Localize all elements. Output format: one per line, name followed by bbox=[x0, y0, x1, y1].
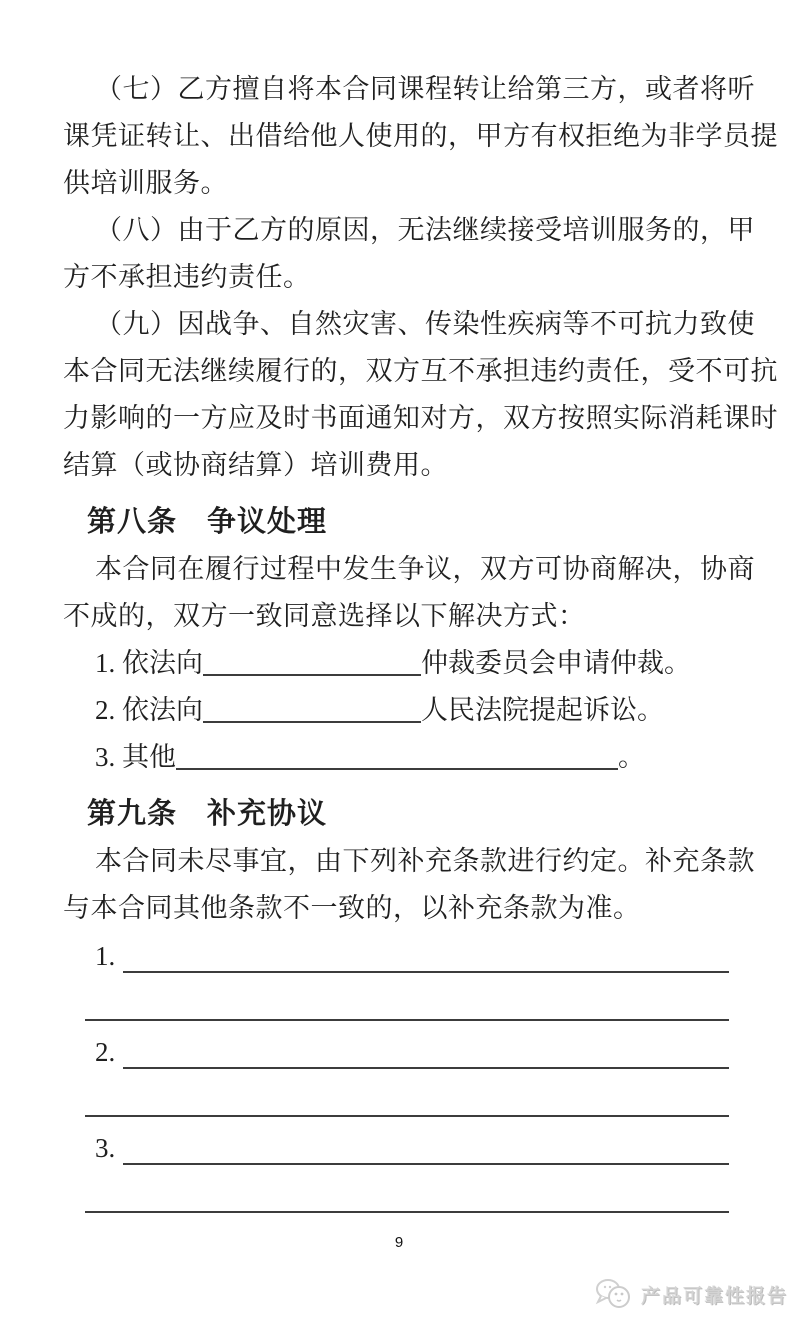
item-number: 1. bbox=[95, 941, 116, 971]
dispute-option-arbitration bbox=[63, 640, 735, 687]
option-prefix-text: 1. 依法向 bbox=[95, 648, 203, 678]
paragraph-line: （九）因战争、自然灾害、传染性疾病等不可抗力致使 bbox=[95, 309, 755, 339]
dispute-option-other bbox=[63, 734, 735, 781]
dispute-option-litigation bbox=[63, 687, 735, 734]
option-suffix-text: 人民法院提起诉讼。 bbox=[421, 695, 664, 725]
fill-in-blank bbox=[85, 1115, 729, 1117]
watermark-text: 产品可靠性报告 bbox=[640, 1285, 788, 1307]
paragraph-line: （七）乙方擅自将本合同课程转让给第三方，或者将听 bbox=[95, 74, 755, 104]
supplement-item-1 bbox=[63, 932, 735, 980]
clause-8-paragraph bbox=[63, 207, 755, 301]
supplement-item-2-continuation bbox=[63, 1076, 735, 1124]
fill-in-blank bbox=[203, 720, 421, 723]
page-number: 9 bbox=[394, 1234, 404, 1251]
paragraph-line: 方不承担违约责任。 bbox=[63, 262, 311, 292]
item-number: 3. bbox=[95, 1133, 116, 1163]
document-body bbox=[63, 66, 778, 1251]
supplement-item-3-continuation bbox=[63, 1172, 735, 1220]
dispute-paragraph bbox=[63, 546, 755, 640]
supplement-item-3 bbox=[63, 1124, 735, 1172]
paragraph-line: 本合同无法继续履行的，双方互不承担违约责任，受不可抗 bbox=[63, 356, 778, 386]
clause-7-paragraph bbox=[63, 66, 778, 207]
clause-9-paragraph bbox=[63, 301, 778, 489]
supplement-item-1-continuation bbox=[63, 980, 735, 1028]
option-suffix-text: 。 bbox=[618, 742, 645, 772]
article-8-heading: 第八条 争议处理 bbox=[87, 506, 328, 538]
paragraph-line: 结算（或协商结算）培训费用。 bbox=[63, 450, 448, 480]
paragraph-line: 本合同在履行过程中发生争议，双方可协商解决，协商 bbox=[95, 554, 755, 584]
fill-in-blank bbox=[176, 767, 618, 770]
article-9-heading: 第九条 补充协议 bbox=[87, 798, 328, 830]
fill-in-blank bbox=[123, 1067, 729, 1069]
paragraph-line: 供培训服务。 bbox=[63, 168, 228, 198]
fill-in-blank bbox=[85, 1211, 729, 1213]
option-prefix-text: 3. 其他 bbox=[95, 742, 176, 772]
fill-in-blank bbox=[123, 1163, 729, 1165]
paragraph-line: 课凭证转让、出借给他人使用的，甲方有权拒绝为非学员提 bbox=[63, 121, 778, 151]
option-prefix-text: 2. 依法向 bbox=[95, 695, 203, 725]
paragraph-line: 本合同未尽事宜，由下列补充条款进行约定。补充条款 bbox=[95, 846, 755, 876]
supplement-item-2 bbox=[63, 1028, 735, 1076]
paragraph-line: 不成的，双方一致同意选择以下解决方式： bbox=[63, 601, 586, 631]
supplement-paragraph bbox=[63, 838, 755, 932]
fill-in-blank bbox=[123, 971, 729, 973]
paragraph-line: 力影响的一方应及时书面通知对方，双方按照实际消耗课时 bbox=[63, 403, 778, 433]
fill-in-blank bbox=[85, 1019, 729, 1021]
item-number: 2. bbox=[95, 1037, 116, 1067]
paragraph-line: （八）由于乙方的原因，无法继续接受培训服务的，甲 bbox=[95, 215, 755, 245]
option-suffix-text: 仲裁委员会申请仲裁。 bbox=[421, 648, 691, 678]
paragraph-line: 与本合同其他条款不一致的，以补充条款为准。 bbox=[63, 893, 641, 923]
chat-bird-logo-icon bbox=[595, 1278, 635, 1310]
watermark bbox=[595, 1278, 788, 1310]
fill-in-blank bbox=[203, 673, 421, 676]
